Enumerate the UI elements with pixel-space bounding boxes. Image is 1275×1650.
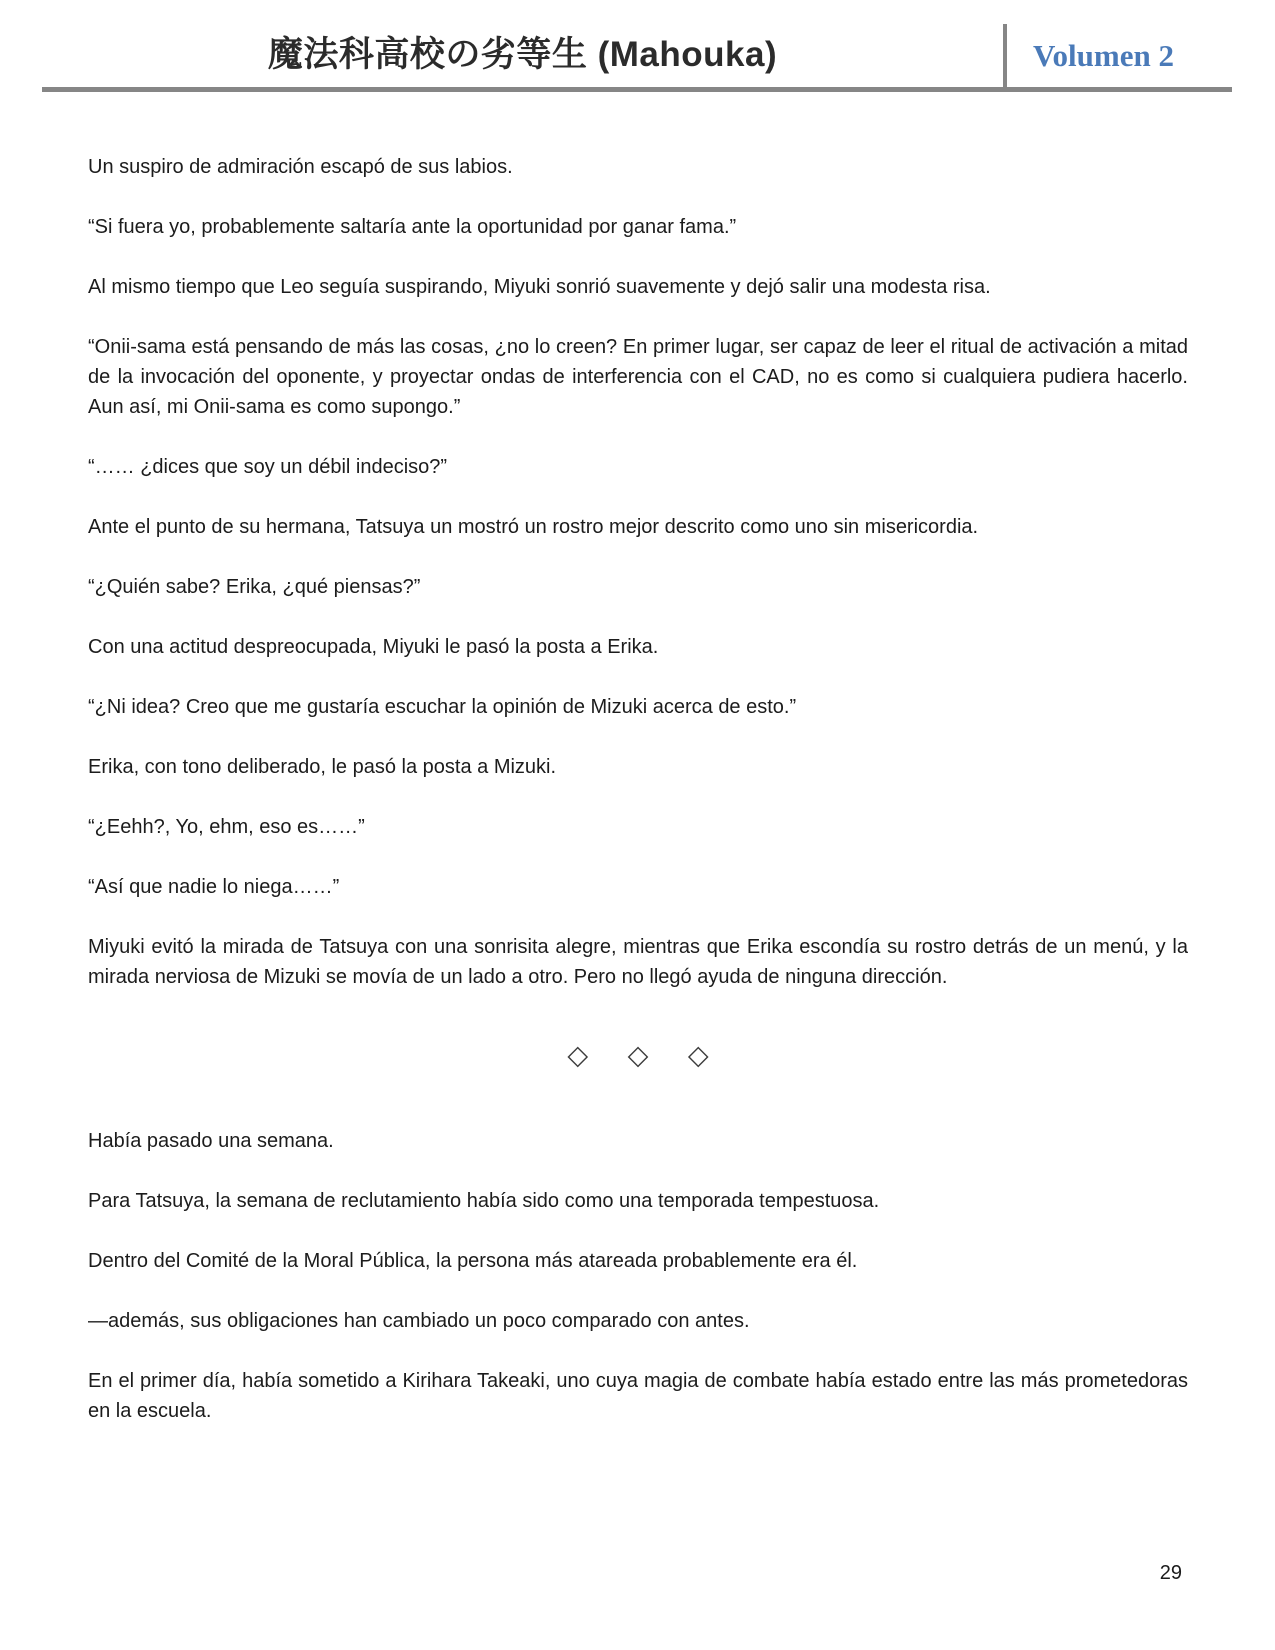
paragraph: Al mismo tiempo que Leo seguía suspirando, Miyuki sonrió suavemente y dejó salir una modesta risa. (88, 276, 991, 298)
page-header (42, 0, 1232, 92)
scene-break-diamonds: ◇ ◇ ◇ (567, 1040, 725, 1070)
paragraph: Para Tatsuya, la semana de reclutamiento había sido como una temporada tempestuosa. (88, 1190, 880, 1212)
paragraph: Erika, con tono deliberado, le pasó la posta a Mizuki. (88, 756, 557, 778)
paragraph: “Onii-sama está pensando de más las cosas, ¿no lo creen? En primer lugar, ser capaz de leer el ritual de activación a mitad de la invocación del oponente, y proyectar ondas de interferencia con el CAD, no es como si cualquiera pudiera hacerlo. Aun así, mi Onii-sama es como supongo.” (88, 336, 1188, 418)
paragraph: “¿Eehh?, Yo, ehm, eso es……” (88, 816, 365, 838)
paragraph: Miyuki evitó la mirada de Tatsuya con una sonrisita alegre, mientras que Erika escondía su rostro detrás de un menú, y la mirada nerviosa de Mizuki se movía de un lado a otro. Pero no llegó ayuda de ninguna dirección. (88, 936, 1188, 988)
paragraph: Ante el punto de su hermana, Tatsuya un mostró un rostro mejor descrito como uno sin misericordia. (88, 516, 979, 538)
document-title (268, 27, 777, 77)
volume-label: Volumen 2 (1033, 37, 1174, 73)
paragraph: Un suspiro de admiración escapó de sus labios. (88, 156, 513, 178)
header-volume-area (1003, 24, 1232, 87)
document-title-romanized: (Mahouka) (587, 35, 778, 74)
paragraph: “…… ¿dices que soy un débil indeciso?” (88, 456, 448, 478)
paragraph: En el primer día, había sometido a Kirihara Takeaki, uno cuya magia de combate había estado entre las más prometedoras en la escuela. (88, 1370, 1188, 1422)
header-title-area (42, 27, 1003, 87)
paragraph: “¿Quién sabe? Erika, ¿qué piensas?” (88, 576, 421, 598)
paragraph: “Si fuera yo, probablemente saltaría ante la oportunidad por ganar fama.” (88, 216, 737, 238)
paragraph: “Así que nadie lo niega……” (88, 876, 340, 898)
body-text (88, 152, 1188, 1456)
document-title-japanese: 魔法科高校の劣等生 (267, 35, 588, 74)
paragraph: Dentro del Comité de la Moral Pública, la persona más atareada probablemente era él. (88, 1250, 858, 1272)
paragraph: —además, sus obligaciones han cambiado un poco comparado con antes. (88, 1310, 750, 1332)
paragraph: Con una actitud despreocupada, Miyuki le pasó la posta a Erika. (88, 636, 659, 658)
paragraph: Había pasado una semana. (88, 1130, 334, 1152)
page-number: 29 (1159, 1562, 1182, 1584)
paragraph: “¿Ni idea? Creo que me gustaría escuchar la opinión de Mizuki acerca de esto.” (88, 696, 797, 718)
